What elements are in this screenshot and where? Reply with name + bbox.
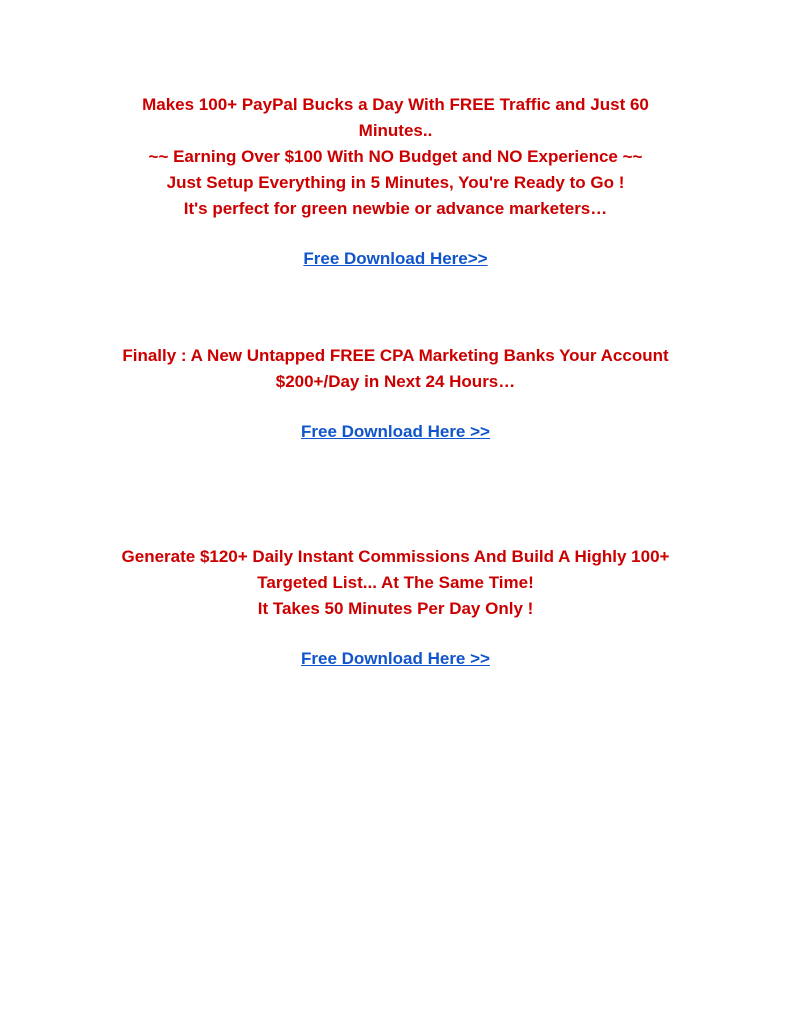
offer-headline-line: Generate $120+ Daily Instant Commissions And Build A Highly 100+ bbox=[121, 547, 670, 566]
offer-block-cpa bbox=[0, 343, 791, 443]
offer-headline-line: It's perfect for green newbie or advance marketers… bbox=[183, 199, 608, 218]
offer-headline-line: Targeted List... At The Same Time! bbox=[257, 573, 534, 592]
offer-block-paypal bbox=[0, 92, 791, 270]
free-download-link[interactable]: Free Download Here >> bbox=[301, 649, 490, 668]
free-download-link[interactable]: Free Download Here >> bbox=[301, 422, 490, 441]
offer-headline-line: ~~ Earning Over $100 With NO Budget and NO Experience ~~ bbox=[148, 147, 643, 166]
offer-headline-line: It Takes 50 Minutes Per Day Only ! bbox=[257, 599, 534, 618]
offer-headline-line: Finally : A New Untapped FREE CPA Marketing Banks Your Account bbox=[122, 346, 669, 365]
free-download-link[interactable]: Free Download Here>> bbox=[303, 249, 488, 268]
offer-headline-line: Makes 100+ PayPal Bucks a Day With FREE Traffic and Just 60 bbox=[142, 95, 649, 114]
offer-headline-line: Just Setup Everything in 5 Minutes, You're Ready to Go ! bbox=[166, 173, 625, 192]
offer-headline-line: $200+/Day in Next 24 Hours… bbox=[275, 372, 516, 391]
offer-block-commissions bbox=[0, 544, 791, 670]
offer-headline-line: Minutes.. bbox=[358, 121, 433, 140]
